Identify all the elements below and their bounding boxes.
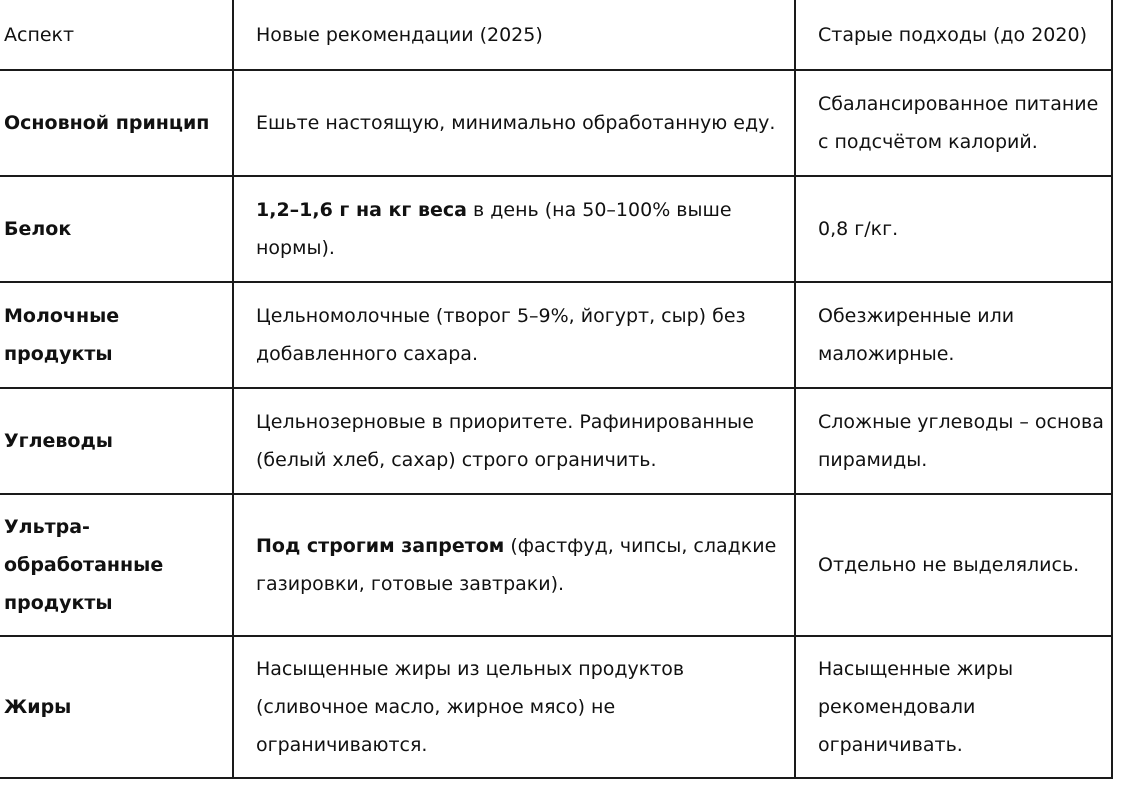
row-new-bold: Под строгим запретом: [256, 535, 505, 557]
row-old: Сложные углеводы – основа пирамиды.: [795, 388, 1112, 494]
header-aspect: Аспект: [0, 0, 233, 70]
row-new: [233, 636, 795, 778]
table-header-row: [0, 0, 1112, 70]
table-row: [0, 282, 1112, 388]
row-aspect: Ультра-обработанные продукты: [0, 494, 233, 636]
row-new-text: в день (на 50–100% выше нормы).: [256, 199, 732, 259]
table-row: [0, 176, 1112, 282]
row-new: [233, 176, 795, 282]
row-old: Насыщенные жиры рекомендовали ограничивать.: [795, 636, 1112, 778]
table-row: [0, 636, 1112, 778]
row-new: [233, 282, 795, 388]
row-aspect: Белок: [0, 176, 233, 282]
row-new-text: Ешьте настоящую, минимально обработанную еду.: [256, 112, 776, 134]
row-new-bold: 1,2–1,6 г на кг веса: [256, 199, 467, 221]
row-old: Отдельно не выделялись.: [795, 494, 1112, 636]
table-row: [0, 494, 1112, 636]
table-row: [0, 70, 1112, 176]
row-aspect: Молочные продукты: [0, 282, 233, 388]
row-new-text: (фастфуд, чипсы, сладкие газировки, готовые завтраки).: [256, 535, 777, 595]
table-row: [0, 388, 1112, 494]
row-aspect: Углеводы: [0, 388, 233, 494]
row-new: [233, 494, 795, 636]
row-new-text: Цельнозерновые в приоритете. Рафинированные (белый хлеб, сахар) строго ограничить.: [256, 411, 754, 471]
row-new: [233, 388, 795, 494]
row-aspect: Жиры: [0, 636, 233, 778]
row-new: [233, 70, 795, 176]
row-old: Сбалансированное питание с подсчётом калорий.: [795, 70, 1112, 176]
header-old: Старые подходы (до 2020): [795, 0, 1112, 70]
header-new: Новые рекомендации (2025): [233, 0, 795, 70]
row-aspect: Основной принцип: [0, 70, 233, 176]
row-new-text: Цельномолочные (творог 5–9%, йогурт, сыр) без добавленного сахара.: [256, 305, 746, 365]
row-old: 0,8 г/кг.: [795, 176, 1112, 282]
row-old: Обезжиренные или маложирные.: [795, 282, 1112, 388]
row-new-text: Насыщенные жиры из цельных продуктов (сливочное масло, жирное мясо) не ограничиваются.: [256, 658, 685, 756]
